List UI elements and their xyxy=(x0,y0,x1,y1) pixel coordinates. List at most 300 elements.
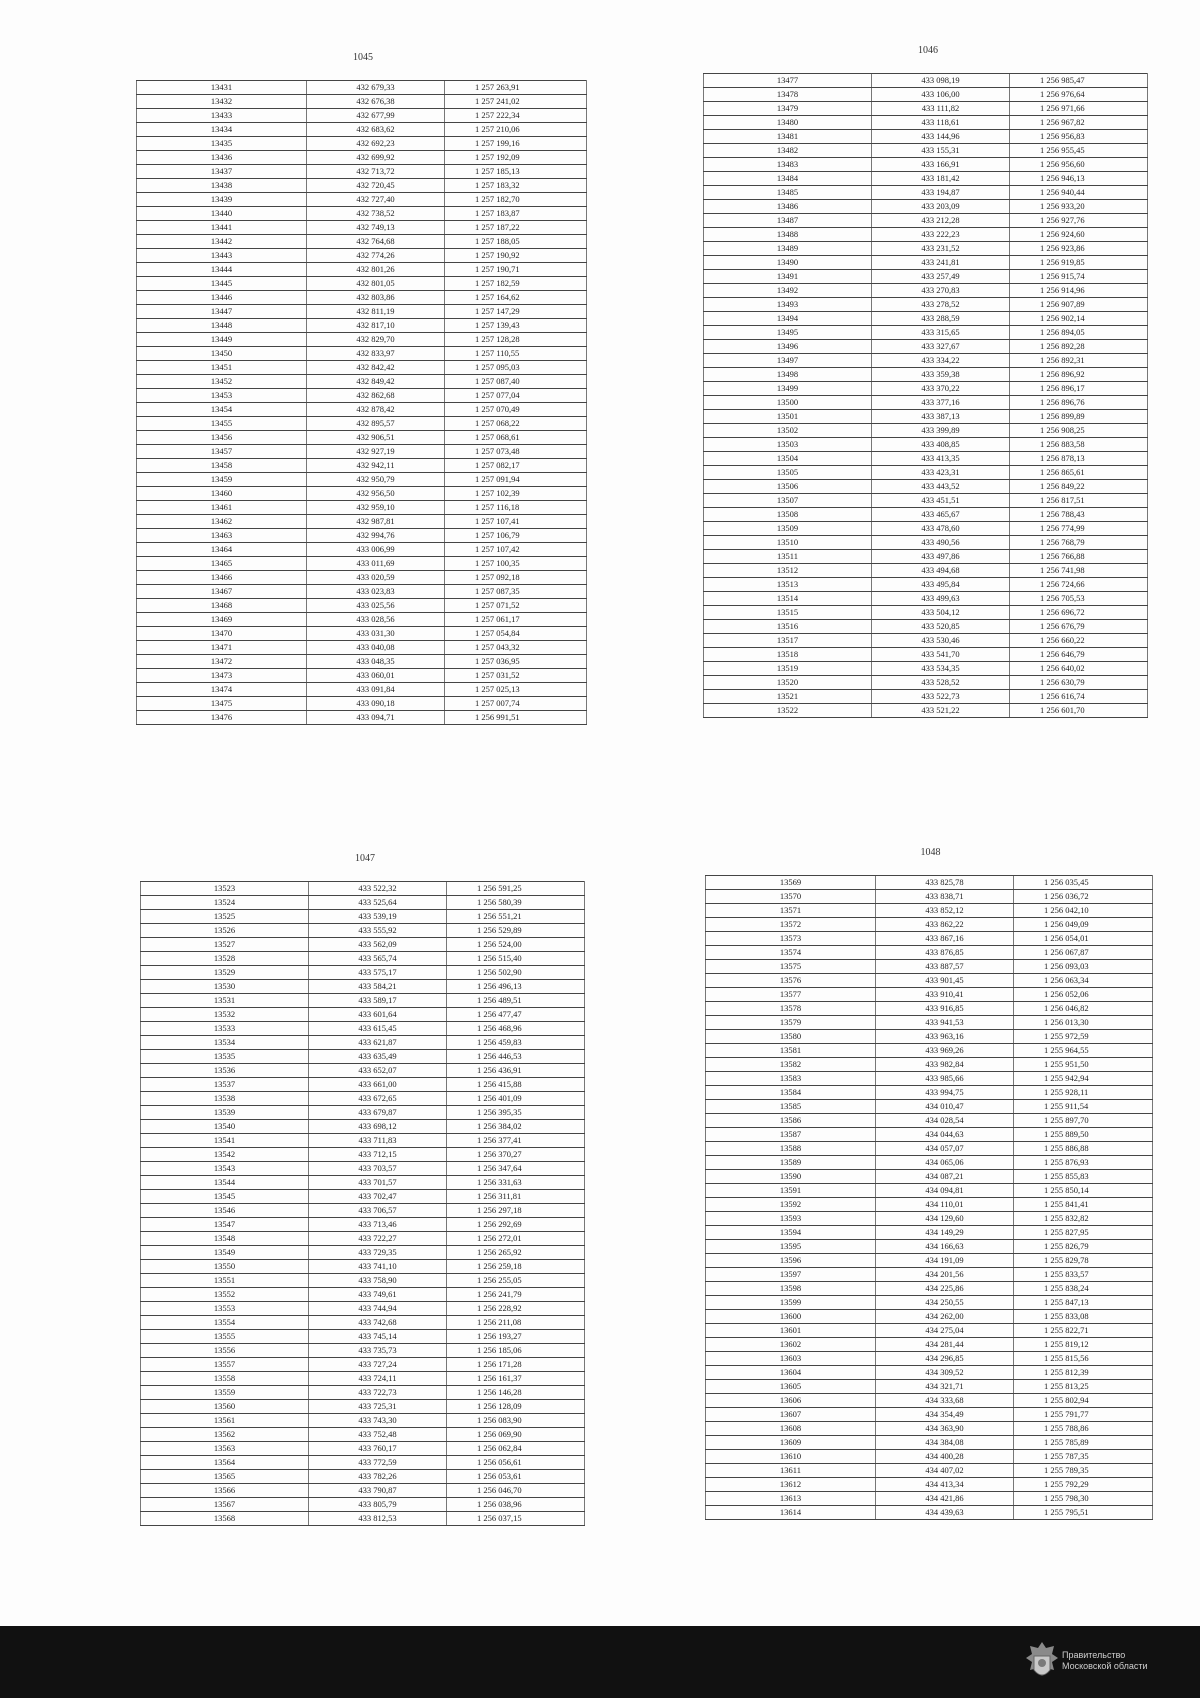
point-number-cell: 13461 xyxy=(137,501,307,515)
x-coordinate-cell: 434 421,86 xyxy=(876,1492,1014,1506)
y-coordinate-cell: 1 256 933,20 xyxy=(1010,200,1148,214)
x-coordinate-cell: 433 098,19 xyxy=(872,74,1010,88)
x-coordinate-cell: 433 194,87 xyxy=(872,186,1010,200)
table-row xyxy=(137,193,587,207)
table-row xyxy=(137,137,587,151)
x-coordinate-cell: 433 584,21 xyxy=(309,980,447,994)
table-row xyxy=(704,634,1148,648)
table-row xyxy=(704,522,1148,536)
x-coordinate-cell: 434 333,68 xyxy=(876,1394,1014,1408)
x-coordinate-cell: 433 023,83 xyxy=(307,585,445,599)
table-row xyxy=(137,207,587,221)
page-1046 xyxy=(703,45,1153,715)
table-row xyxy=(141,1148,585,1162)
table-row xyxy=(141,994,585,1008)
point-number-cell: 13609 xyxy=(706,1436,876,1450)
point-number-cell: 13508 xyxy=(704,508,872,522)
table-row xyxy=(704,312,1148,326)
table-row xyxy=(706,1170,1153,1184)
table-row xyxy=(704,284,1148,298)
y-coordinate-cell: 1 255 876,93 xyxy=(1014,1156,1153,1170)
y-coordinate-cell: 1 256 052,06 xyxy=(1014,988,1153,1002)
table-row xyxy=(141,896,585,910)
y-coordinate-cell: 1 256 036,72 xyxy=(1014,890,1153,904)
y-coordinate-cell: 1 257 188,05 xyxy=(445,235,587,249)
point-number-cell: 13542 xyxy=(141,1148,309,1162)
point-number-cell: 13512 xyxy=(704,564,872,578)
y-coordinate-cell: 1 256 524,00 xyxy=(447,938,585,952)
y-coordinate-cell: 1 255 841,41 xyxy=(1014,1198,1153,1212)
point-number-cell: 13571 xyxy=(706,904,876,918)
point-number-cell: 13432 xyxy=(137,95,307,109)
table-row xyxy=(706,1072,1153,1086)
table-row xyxy=(704,242,1148,256)
x-coordinate-cell: 433 020,59 xyxy=(307,571,445,585)
point-number-cell: 13522 xyxy=(704,704,872,718)
table-row xyxy=(141,1078,585,1092)
table-row xyxy=(706,1268,1153,1282)
y-coordinate-cell: 1 256 128,09 xyxy=(447,1400,585,1414)
table-row xyxy=(137,165,587,179)
y-coordinate-cell: 1 256 580,39 xyxy=(447,896,585,910)
x-coordinate-cell: 432 727,40 xyxy=(307,193,445,207)
point-number-cell: 13576 xyxy=(706,974,876,988)
y-coordinate-cell: 1 256 171,28 xyxy=(447,1358,585,1372)
x-coordinate-cell: 434 201,56 xyxy=(876,1268,1014,1282)
table-row xyxy=(706,1282,1153,1296)
x-coordinate-cell: 433 040,08 xyxy=(307,641,445,655)
table-row xyxy=(706,904,1153,918)
y-coordinate-cell: 1 256 529,89 xyxy=(447,924,585,938)
y-coordinate-cell: 1 257 087,35 xyxy=(445,585,587,599)
y-coordinate-cell: 1 255 787,35 xyxy=(1014,1450,1153,1464)
point-number-cell: 13456 xyxy=(137,431,307,445)
footer-caption xyxy=(1062,1650,1180,1672)
y-coordinate-cell: 1 255 812,39 xyxy=(1014,1366,1153,1380)
y-coordinate-cell: 1 256 477,47 xyxy=(447,1008,585,1022)
table-row xyxy=(137,263,587,277)
y-coordinate-cell: 1 256 093,03 xyxy=(1014,960,1153,974)
x-coordinate-cell: 433 399,89 xyxy=(872,424,1010,438)
table-row xyxy=(704,466,1148,480)
y-coordinate-cell: 1 255 964,55 xyxy=(1014,1044,1153,1058)
x-coordinate-cell: 433 451,51 xyxy=(872,494,1010,508)
point-number-cell: 13586 xyxy=(706,1114,876,1128)
table-row xyxy=(704,200,1148,214)
y-coordinate-cell: 1 256 046,70 xyxy=(447,1484,585,1498)
table-row xyxy=(137,641,587,655)
table-row xyxy=(141,1330,585,1344)
table-row xyxy=(706,1128,1153,1142)
y-coordinate-cell: 1 256 035,45 xyxy=(1014,876,1153,890)
point-number-cell: 13477 xyxy=(704,74,872,88)
y-coordinate-cell: 1 256 976,64 xyxy=(1010,88,1148,102)
y-coordinate-cell: 1 255 813,25 xyxy=(1014,1380,1153,1394)
table-row xyxy=(706,1044,1153,1058)
y-coordinate-cell: 1 257 007,74 xyxy=(445,697,587,711)
point-number-cell: 13491 xyxy=(704,270,872,284)
x-coordinate-cell: 433 969,26 xyxy=(876,1044,1014,1058)
x-coordinate-cell: 433 060,01 xyxy=(307,669,445,683)
x-coordinate-cell: 434 057,07 xyxy=(876,1142,1014,1156)
x-coordinate-cell: 433 735,73 xyxy=(309,1344,447,1358)
y-coordinate-cell: 1 255 826,79 xyxy=(1014,1240,1153,1254)
table-row xyxy=(137,501,587,515)
point-number-cell: 13447 xyxy=(137,305,307,319)
point-number-cell: 13573 xyxy=(706,932,876,946)
point-number-cell: 13444 xyxy=(137,263,307,277)
point-number-cell: 13592 xyxy=(706,1198,876,1212)
point-number-cell: 13585 xyxy=(706,1100,876,1114)
y-coordinate-cell: 1 256 297,18 xyxy=(447,1204,585,1218)
y-coordinate-cell: 1 256 646,79 xyxy=(1010,648,1148,662)
y-coordinate-cell: 1 257 082,17 xyxy=(445,459,587,473)
y-coordinate-cell: 1 257 182,59 xyxy=(445,277,587,291)
table-row xyxy=(137,613,587,627)
point-number-cell: 13552 xyxy=(141,1288,309,1302)
y-coordinate-cell: 1 255 942,94 xyxy=(1014,1072,1153,1086)
y-coordinate-cell: 1 255 785,89 xyxy=(1014,1436,1153,1450)
point-number-cell: 13467 xyxy=(137,585,307,599)
point-number-cell: 13613 xyxy=(706,1492,876,1506)
y-coordinate-cell: 1 255 972,59 xyxy=(1014,1030,1153,1044)
point-number-cell: 13450 xyxy=(137,347,307,361)
table-row xyxy=(137,669,587,683)
table-row xyxy=(137,319,587,333)
x-coordinate-cell: 433 742,68 xyxy=(309,1316,447,1330)
y-coordinate-cell: 1 256 013,30 xyxy=(1014,1016,1153,1030)
point-number-cell: 13446 xyxy=(137,291,307,305)
y-coordinate-cell: 1 256 436,91 xyxy=(447,1064,585,1078)
y-coordinate-cell: 1 256 146,28 xyxy=(447,1386,585,1400)
x-coordinate-cell: 433 711,83 xyxy=(309,1134,447,1148)
x-coordinate-cell: 434 010,47 xyxy=(876,1100,1014,1114)
table-row xyxy=(706,1478,1153,1492)
y-coordinate-cell: 1 256 038,96 xyxy=(447,1498,585,1512)
point-number-cell: 13535 xyxy=(141,1050,309,1064)
x-coordinate-cell: 434 166,63 xyxy=(876,1240,1014,1254)
table-row xyxy=(706,1142,1153,1156)
x-coordinate-cell: 432 811,19 xyxy=(307,305,445,319)
point-number-cell: 13556 xyxy=(141,1344,309,1358)
x-coordinate-cell: 433 181,42 xyxy=(872,172,1010,186)
point-number-cell: 13578 xyxy=(706,1002,876,1016)
point-number-cell: 13439 xyxy=(137,193,307,207)
point-number-cell: 13464 xyxy=(137,543,307,557)
y-coordinate-cell: 1 255 802,94 xyxy=(1014,1394,1153,1408)
y-coordinate-cell: 1 256 272,01 xyxy=(447,1232,585,1246)
point-number-cell: 13494 xyxy=(704,312,872,326)
y-coordinate-cell: 1 256 940,44 xyxy=(1010,186,1148,200)
point-number-cell: 13474 xyxy=(137,683,307,697)
y-coordinate-cell: 1 255 827,95 xyxy=(1014,1226,1153,1240)
point-number-cell: 13541 xyxy=(141,1134,309,1148)
x-coordinate-cell: 433 745,14 xyxy=(309,1330,447,1344)
point-number-cell: 13463 xyxy=(137,529,307,543)
table-row xyxy=(704,172,1148,186)
table-row xyxy=(141,1036,585,1050)
x-coordinate-cell: 433 257,49 xyxy=(872,270,1010,284)
x-coordinate-cell: 433 994,75 xyxy=(876,1086,1014,1100)
point-number-cell: 13472 xyxy=(137,655,307,669)
table-row xyxy=(704,326,1148,340)
table-row xyxy=(141,1218,585,1232)
table-row xyxy=(137,473,587,487)
y-coordinate-cell: 1 256 515,40 xyxy=(447,952,585,966)
x-coordinate-cell: 433 006,99 xyxy=(307,543,445,557)
y-coordinate-cell: 1 256 919,85 xyxy=(1010,256,1148,270)
point-number-cell: 13595 xyxy=(706,1240,876,1254)
footer-line-2: Московской области xyxy=(1062,1661,1148,1671)
y-coordinate-cell: 1 256 956,60 xyxy=(1010,158,1148,172)
y-coordinate-cell: 1 257 199,16 xyxy=(445,137,587,151)
x-coordinate-cell: 433 782,26 xyxy=(309,1470,447,1484)
point-number-cell: 13431 xyxy=(137,81,307,95)
x-coordinate-cell: 432 942,11 xyxy=(307,459,445,473)
point-number-cell: 13614 xyxy=(706,1506,876,1520)
y-coordinate-cell: 1 256 377,41 xyxy=(447,1134,585,1148)
y-coordinate-cell: 1 256 923,86 xyxy=(1010,242,1148,256)
table-row xyxy=(141,1358,585,1372)
table-row xyxy=(137,655,587,669)
x-coordinate-cell: 433 852,12 xyxy=(876,904,1014,918)
point-number-cell: 13546 xyxy=(141,1204,309,1218)
y-coordinate-cell: 1 257 139,43 xyxy=(445,319,587,333)
y-coordinate-cell: 1 255 847,13 xyxy=(1014,1296,1153,1310)
x-coordinate-cell: 433 370,22 xyxy=(872,382,1010,396)
x-coordinate-cell: 433 901,45 xyxy=(876,974,1014,988)
x-coordinate-cell: 433 760,17 xyxy=(309,1442,447,1456)
table-row xyxy=(706,1002,1153,1016)
point-number-cell: 13465 xyxy=(137,557,307,571)
table-row xyxy=(704,424,1148,438)
x-coordinate-cell: 433 555,92 xyxy=(309,924,447,938)
y-coordinate-cell: 1 256 774,99 xyxy=(1010,522,1148,536)
x-coordinate-cell: 433 231,52 xyxy=(872,242,1010,256)
table-row xyxy=(706,890,1153,904)
table-row xyxy=(137,515,587,529)
y-coordinate-cell: 1 257 147,29 xyxy=(445,305,587,319)
x-coordinate-cell: 433 805,79 xyxy=(309,1498,447,1512)
x-coordinate-cell: 432 738,52 xyxy=(307,207,445,221)
point-number-cell: 13510 xyxy=(704,536,872,550)
point-number-cell: 13455 xyxy=(137,417,307,431)
x-coordinate-cell: 434 354,49 xyxy=(876,1408,1014,1422)
y-coordinate-cell: 1 257 073,48 xyxy=(445,445,587,459)
table-row xyxy=(704,480,1148,494)
point-number-cell: 13515 xyxy=(704,606,872,620)
x-coordinate-cell: 433 212,28 xyxy=(872,214,1010,228)
y-coordinate-cell: 1 257 183,87 xyxy=(445,207,587,221)
y-coordinate-cell: 1 257 070,49 xyxy=(445,403,587,417)
point-number-cell: 13533 xyxy=(141,1022,309,1036)
x-coordinate-cell: 433 698,12 xyxy=(309,1120,447,1134)
point-number-cell: 13530 xyxy=(141,980,309,994)
y-coordinate-cell: 1 256 551,21 xyxy=(447,910,585,924)
y-coordinate-cell: 1 257 192,09 xyxy=(445,151,587,165)
y-coordinate-cell: 1 257 241,02 xyxy=(445,95,587,109)
y-coordinate-cell: 1 255 789,35 xyxy=(1014,1464,1153,1478)
table-row xyxy=(137,557,587,571)
point-number-cell: 13560 xyxy=(141,1400,309,1414)
x-coordinate-cell: 433 712,15 xyxy=(309,1148,447,1162)
x-coordinate-cell: 433 025,56 xyxy=(307,599,445,613)
y-coordinate-cell: 1 256 896,92 xyxy=(1010,368,1148,382)
x-coordinate-cell: 433 111,82 xyxy=(872,102,1010,116)
point-number-cell: 13497 xyxy=(704,354,872,368)
table-row xyxy=(706,1100,1153,1114)
y-coordinate-cell: 1 256 955,45 xyxy=(1010,144,1148,158)
y-coordinate-cell: 1 256 347,64 xyxy=(447,1162,585,1176)
table-row xyxy=(706,1226,1153,1240)
x-coordinate-cell: 433 661,00 xyxy=(309,1078,447,1092)
y-coordinate-cell: 1 256 892,31 xyxy=(1010,354,1148,368)
x-coordinate-cell: 433 743,30 xyxy=(309,1414,447,1428)
y-coordinate-cell: 1 255 838,24 xyxy=(1014,1282,1153,1296)
x-coordinate-cell: 432 801,05 xyxy=(307,277,445,291)
x-coordinate-cell: 433 334,22 xyxy=(872,354,1010,368)
table-row xyxy=(706,946,1153,960)
y-coordinate-cell: 1 257 091,94 xyxy=(445,473,587,487)
y-coordinate-cell: 1 255 833,08 xyxy=(1014,1310,1153,1324)
point-number-cell: 13478 xyxy=(704,88,872,102)
table-row xyxy=(141,882,585,896)
x-coordinate-cell: 433 541,70 xyxy=(872,648,1010,662)
coordinates-table xyxy=(703,73,1148,718)
y-coordinate-cell: 1 257 187,22 xyxy=(445,221,587,235)
y-coordinate-cell: 1 255 833,57 xyxy=(1014,1268,1153,1282)
x-coordinate-cell: 433 278,52 xyxy=(872,298,1010,312)
x-coordinate-cell: 432 959,10 xyxy=(307,501,445,515)
x-coordinate-cell: 433 722,27 xyxy=(309,1232,447,1246)
point-number-cell: 13557 xyxy=(141,1358,309,1372)
table-row xyxy=(141,1190,585,1204)
x-coordinate-cell: 434 413,34 xyxy=(876,1478,1014,1492)
table-row xyxy=(141,1484,585,1498)
point-number-cell: 13475 xyxy=(137,697,307,711)
y-coordinate-cell: 1 257 054,84 xyxy=(445,627,587,641)
x-coordinate-cell: 434 275,04 xyxy=(876,1324,1014,1338)
point-number-cell: 13518 xyxy=(704,648,872,662)
point-number-cell: 13596 xyxy=(706,1254,876,1268)
table-row xyxy=(704,382,1148,396)
table-row xyxy=(141,910,585,924)
point-number-cell: 13517 xyxy=(704,634,872,648)
y-coordinate-cell: 1 256 591,25 xyxy=(447,882,585,896)
y-coordinate-cell: 1 256 083,90 xyxy=(447,1414,585,1428)
point-number-cell: 13584 xyxy=(706,1086,876,1100)
point-number-cell: 13565 xyxy=(141,1470,309,1484)
table-row xyxy=(704,676,1148,690)
y-coordinate-cell: 1 256 899,89 xyxy=(1010,410,1148,424)
table-row xyxy=(704,508,1148,522)
point-number-cell: 13559 xyxy=(141,1386,309,1400)
table-row xyxy=(137,221,587,235)
point-number-cell: 13520 xyxy=(704,676,872,690)
table-row xyxy=(141,1246,585,1260)
page-number: 1048 xyxy=(920,847,941,858)
point-number-cell: 13529 xyxy=(141,966,309,980)
table-row xyxy=(141,1064,585,1078)
point-number-cell: 13553 xyxy=(141,1302,309,1316)
point-number-cell: 13471 xyxy=(137,641,307,655)
table-row xyxy=(137,417,587,431)
point-number-cell: 13524 xyxy=(141,896,309,910)
x-coordinate-cell: 432 956,50 xyxy=(307,487,445,501)
x-coordinate-cell: 433 982,84 xyxy=(876,1058,1014,1072)
x-coordinate-cell: 433 241,81 xyxy=(872,256,1010,270)
page-number: 1047 xyxy=(355,853,375,864)
x-coordinate-cell: 432 801,26 xyxy=(307,263,445,277)
table-row xyxy=(704,564,1148,578)
x-coordinate-cell: 433 090,18 xyxy=(307,697,445,711)
y-coordinate-cell: 1 255 855,83 xyxy=(1014,1170,1153,1184)
x-coordinate-cell: 433 423,31 xyxy=(872,466,1010,480)
x-coordinate-cell: 433 522,32 xyxy=(309,882,447,896)
x-coordinate-cell: 432 749,13 xyxy=(307,221,445,235)
table-row xyxy=(706,988,1153,1002)
page-number: 1045 xyxy=(353,52,373,63)
y-coordinate-cell: 1 256 849,22 xyxy=(1010,480,1148,494)
x-coordinate-cell: 433 270,83 xyxy=(872,284,1010,298)
x-coordinate-cell: 432 774,26 xyxy=(307,249,445,263)
point-number-cell: 13433 xyxy=(137,109,307,123)
x-coordinate-cell: 433 615,45 xyxy=(309,1022,447,1036)
x-coordinate-cell: 433 679,87 xyxy=(309,1106,447,1120)
point-number-cell: 13503 xyxy=(704,438,872,452)
x-coordinate-cell: 433 812,53 xyxy=(309,1512,447,1526)
x-coordinate-cell: 433 499,63 xyxy=(872,592,1010,606)
x-coordinate-cell: 433 713,46 xyxy=(309,1218,447,1232)
y-coordinate-cell: 1 256 914,96 xyxy=(1010,284,1148,298)
x-coordinate-cell: 433 758,90 xyxy=(309,1274,447,1288)
point-number-cell: 13506 xyxy=(704,480,872,494)
table-row xyxy=(141,1442,585,1456)
point-number-cell: 13457 xyxy=(137,445,307,459)
y-coordinate-cell: 1 257 043,32 xyxy=(445,641,587,655)
point-number-cell: 13507 xyxy=(704,494,872,508)
point-number-cell: 13562 xyxy=(141,1428,309,1442)
table-row xyxy=(706,1184,1153,1198)
point-number-cell: 13539 xyxy=(141,1106,309,1120)
y-coordinate-cell: 1 257 190,92 xyxy=(445,249,587,263)
x-coordinate-cell: 433 534,35 xyxy=(872,662,1010,676)
table-row xyxy=(141,1428,585,1442)
y-coordinate-cell: 1 256 211,08 xyxy=(447,1316,585,1330)
x-coordinate-cell: 433 862,22 xyxy=(876,918,1014,932)
y-coordinate-cell: 1 255 889,50 xyxy=(1014,1128,1153,1142)
y-coordinate-cell: 1 256 161,37 xyxy=(447,1372,585,1386)
y-coordinate-cell: 1 256 967,82 xyxy=(1010,116,1148,130)
point-number-cell: 13496 xyxy=(704,340,872,354)
x-coordinate-cell: 432 679,33 xyxy=(307,81,445,95)
table-row xyxy=(704,256,1148,270)
x-coordinate-cell: 433 166,91 xyxy=(872,158,1010,172)
x-coordinate-cell: 432 829,70 xyxy=(307,333,445,347)
table-row xyxy=(704,550,1148,564)
y-coordinate-cell: 1 255 815,56 xyxy=(1014,1352,1153,1366)
y-coordinate-cell: 1 257 116,18 xyxy=(445,501,587,515)
y-coordinate-cell: 1 256 062,84 xyxy=(447,1442,585,1456)
point-number-cell: 13580 xyxy=(706,1030,876,1044)
y-coordinate-cell: 1 255 822,71 xyxy=(1014,1324,1153,1338)
y-coordinate-cell: 1 256 193,27 xyxy=(447,1330,585,1344)
x-coordinate-cell: 433 752,48 xyxy=(309,1428,447,1442)
y-coordinate-cell: 1 256 228,92 xyxy=(447,1302,585,1316)
table-row xyxy=(704,354,1148,368)
y-coordinate-cell: 1 256 924,60 xyxy=(1010,228,1148,242)
y-coordinate-cell: 1 255 829,78 xyxy=(1014,1254,1153,1268)
